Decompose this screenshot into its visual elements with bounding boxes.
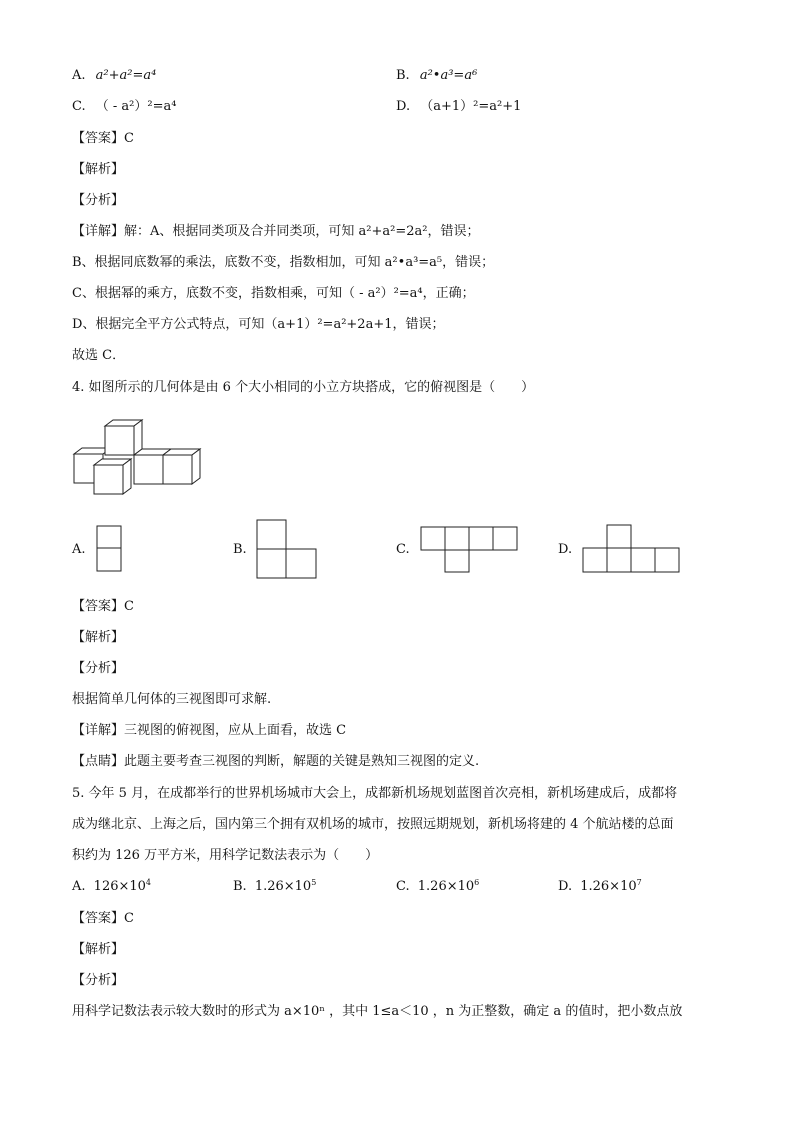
option-expr: （ - a²）²=a⁴: [95, 99, 177, 114]
q3-option-a: [72, 66, 156, 86]
q3-detail-line: C、根据幂的乘方，底数不变，指数相乘，可知（ - a²）²=a⁴，正确；: [72, 286, 475, 301]
option-d-figure: [582, 524, 682, 574]
q4-comment: 【点睛】此题主要考查三视图的判断，解题的关键是熟知三视图的定义.: [72, 754, 480, 769]
q3-fenxi-label: 【分析】: [72, 193, 125, 208]
q5-stem-line: 成为继北京、上海之后，国内第三个拥有双机场的城市，按照远期规划，新机场将建的 4 个航站楼的总面: [72, 817, 674, 832]
option-b-figure: [256, 519, 318, 579]
q3-option-b: [396, 66, 477, 86]
option-c-figure: [420, 526, 520, 574]
q5-jiexi-label: 【解析】: [72, 942, 125, 957]
option-letter: C.: [396, 879, 410, 894]
q4-analysis: 根据简单几何体的三视图即可求解.: [72, 692, 272, 707]
q4-stem: 4. 如图所示的几何体是由 6 个大小相同的小立方块搭成，它的俯视图是（ ）: [72, 380, 535, 395]
option-mantissa: 1.26×10: [580, 879, 637, 894]
option-mantissa: 1.26×10: [417, 879, 475, 894]
q3-detail-line: 故选 C．: [72, 348, 126, 363]
q4-option-b-label: B.: [233, 542, 247, 557]
option-exponent: 7: [636, 878, 642, 887]
solid-figure: [72, 412, 212, 502]
q5-stem-line: 5. 今年 5 月，在成都举行的世界机场城市大会上，成都新机场规划蓝图首次亮相，新机场建成后，成都将: [72, 786, 678, 801]
q5-option-a: [72, 877, 151, 897]
q5-analysis-line: 用科学记数法表示较大数时的形式为 a×10ⁿ ，其中 1≤a＜10 ，n 为正整数，确定 a 的值时，把小数点放: [72, 1004, 683, 1019]
q4-option-d-label: D.: [558, 542, 573, 557]
option-letter: D.: [558, 879, 573, 894]
q5-stem-line: 积约为 126 万平方米，用科学记数法表示为（ ）: [72, 848, 379, 863]
option-letter: A.: [72, 68, 86, 83]
q4-answer: 【答案】C: [72, 599, 134, 614]
option-mantissa: 126×10: [93, 879, 146, 894]
q5-option-b: [233, 877, 316, 897]
option-mantissa: 1.26×10: [254, 879, 312, 894]
option-a-figure: [96, 525, 122, 573]
q4-option-c-label: C.: [396, 542, 410, 557]
q5-option-c: [396, 877, 479, 897]
q5-option-d: [558, 877, 642, 897]
option-letter: B.: [233, 879, 247, 894]
option-letter: B.: [396, 68, 410, 83]
option-exponent: 5: [311, 878, 317, 887]
q3-option-d: [396, 97, 521, 117]
option-letter: C.: [72, 99, 86, 114]
option-exponent: 6: [474, 878, 480, 887]
q4-detail: 【详解】三视图的俯视图，应从上面看，故选 C: [72, 723, 347, 738]
option-letter: A.: [72, 879, 86, 894]
option-exponent: 4: [145, 878, 152, 887]
option-expr: a²+a²=a⁴: [95, 68, 157, 83]
option-letter: D.: [396, 99, 411, 114]
q3-jiexi-label: 【解析】: [72, 162, 125, 177]
q3-detail-line: 【详解】解：A、根据同类项及合并同类项，可知 a²+a²=2a²，错误；: [72, 224, 480, 239]
q4-fenxi-label: 【分析】: [72, 661, 125, 676]
q3-detail-line: D、根据完全平方公式特点，可知（a+1）²=a²+2a+1，错误；: [72, 317, 445, 332]
option-expr: （a+1）²=a²+1: [420, 99, 522, 114]
q5-answer: 【答案】C: [72, 911, 134, 926]
q4-option-a-label: A.: [72, 542, 86, 557]
q3-detail-line: B、根据同底数幂的乘法，底数不变，指数相加，可知 a²•a³=a⁵，错误；: [72, 255, 495, 270]
q5-fenxi-label: 【分析】: [72, 973, 125, 988]
q4-jiexi-label: 【解析】: [72, 630, 125, 645]
q3-answer: 【答案】C: [72, 131, 134, 146]
option-expr: a²•a³=a⁶: [419, 68, 478, 83]
q3-option-c: [72, 97, 176, 117]
